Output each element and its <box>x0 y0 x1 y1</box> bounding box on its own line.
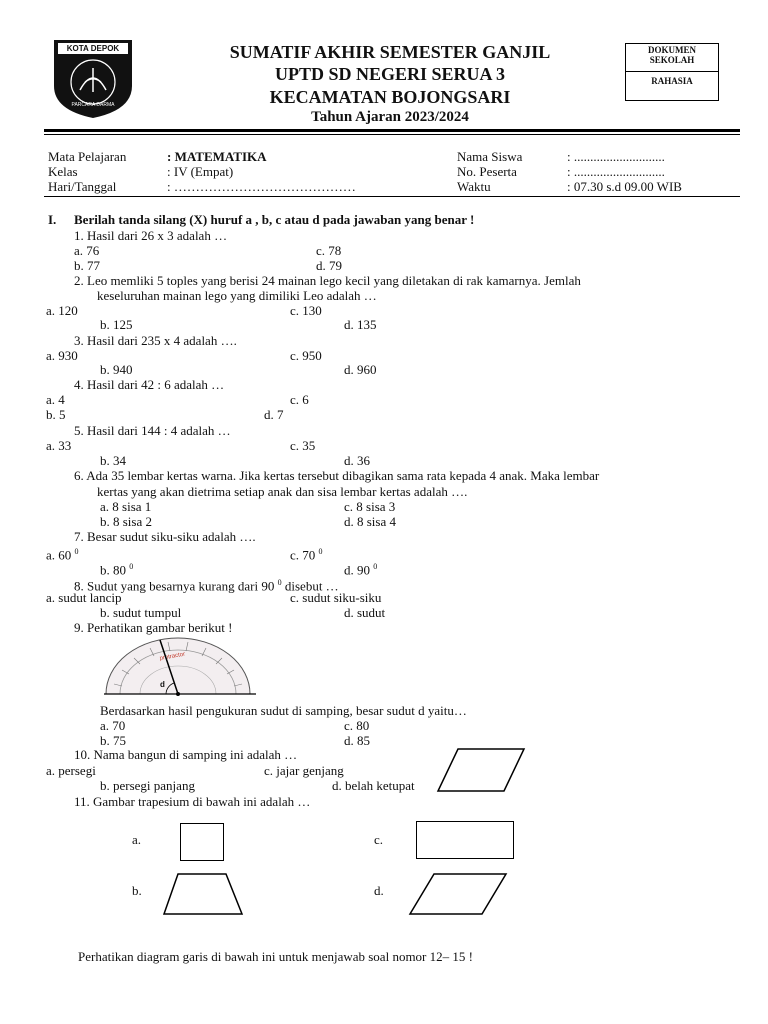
q11-parallelogram-shape <box>408 872 508 916</box>
info-kelas-label: Kelas <box>48 164 78 179</box>
header-title-3: KECAMATAN BOJONGSARI <box>269 87 511 107</box>
question-6-line-2: kertas yang akan dietrima setiap anak dan sisa lembar kertas adalah …. <box>97 484 468 499</box>
q9-option-a: a. 70 <box>100 718 126 733</box>
diagram-instruction: Perhatikan diagram garis di bawah ini untuk menjawab soal nomor 12– 15 ! <box>78 949 473 964</box>
q10-option-b: b. persegi panjang <box>100 778 195 793</box>
question-9-text: Berdasarkan hasil pengukuran sudut di samping, besar sudut d yaitu… <box>100 703 467 718</box>
question-11: 11. Gambar trapesium di bawah ini adalah … <box>74 794 311 809</box>
q9-option-b: b. 75 <box>100 733 126 748</box>
info-nama-label: Nama Siswa <box>457 149 523 164</box>
q11-option-c-label: c. <box>374 832 384 847</box>
info-nama-value: : ............................ <box>567 149 665 164</box>
q10-option-a: a. persegi <box>46 763 96 778</box>
header-divider <box>44 129 740 132</box>
question-4: 4. Hasil dari 42 : 6 adalah … <box>74 377 225 392</box>
q4-option-a: a. 4 <box>46 392 65 407</box>
q7-option-b: b. 80 $^0$ <box>100 562 134 578</box>
protractor-image <box>100 636 256 698</box>
degree-sign: 0 <box>318 547 323 556</box>
q3-option-d: d. 960 <box>344 362 377 377</box>
q8-option-d: d. sudut <box>344 605 386 620</box>
header-divider-thin <box>44 134 740 135</box>
q6-option-d: d. 8 sisa 4 <box>344 514 396 529</box>
header-title-2: UPTD SD NEGERI SERUA 3 <box>274 64 506 84</box>
q10-option-d: d. belah ketupat <box>332 778 415 793</box>
question-7: 7. Besar sudut siku-siku adalah …. <box>74 529 256 544</box>
q7-option-d: d. 90 $^0$ <box>344 562 378 578</box>
q10-option-c: c. jajar genjang <box>264 763 344 778</box>
q11-option-a-label: a. <box>132 832 142 847</box>
section-instruction: Berilah tanda silang (X) huruf a , b, c atau d pada jawaban yang benar ! <box>74 212 475 227</box>
q5-option-a: a. 33 <box>46 438 72 453</box>
question-3: 3. Hasil dari 235 x 4 adalah …. <box>74 333 237 348</box>
question-10: 10. Nama bangun di samping ini adalah … <box>74 747 298 762</box>
degree-sign: 0 <box>74 547 79 556</box>
svg-text:protractor: protractor <box>159 651 186 662</box>
question-9: 9. Perhatikan gambar berikut ! <box>74 620 233 635</box>
info-waktu-value: : 07.30 s.d 09.00 WIB <box>567 179 682 194</box>
info-mapel-value: : MATEMATIKA <box>167 149 267 164</box>
q2-option-d: d. 135 <box>344 317 377 332</box>
q5-option-d: d. 36 <box>344 453 370 468</box>
section-number: I. <box>48 212 57 227</box>
info-divider <box>44 196 740 197</box>
q11-option-d-label: d. <box>374 883 384 898</box>
info-hari-value: : …………………………………… <box>167 179 356 194</box>
logo-top-text: KOTA DEPOK <box>66 44 120 53</box>
q2-option-b: b. 125 <box>100 317 133 332</box>
info-peserta-label: No. Peserta <box>457 164 517 179</box>
question-1: 1. Hasil dari 26 x 3 adalah … <box>74 228 228 243</box>
question-5: 5. Hasil dari 144 : 4 adalah … <box>74 423 231 438</box>
question-2-line-2: keseluruhan mainan lego yang dimiliki Leo adalah … <box>97 288 377 303</box>
degree-sign: 0 <box>373 562 378 571</box>
school-logo <box>52 38 134 120</box>
q8-option-c: c. sudut siku-siku <box>290 590 382 605</box>
q11-trapezoid-shape <box>162 872 244 916</box>
parallelogram-shape <box>436 747 526 793</box>
info-mapel-label: Mata Pelajaran <box>48 149 127 164</box>
q7-option-a: a. 60 $^0$ <box>46 547 79 563</box>
q4-option-b: b. 5 <box>46 407 66 422</box>
q2-option-c: c. 130 <box>290 303 322 318</box>
header-title-1: SUMATIF AKHIR SEMESTER GANJIL <box>229 42 551 62</box>
document-stamp <box>625 43 719 101</box>
q8-option-b: b. sudut tumpul <box>100 605 182 620</box>
q11-rectangle-shape <box>416 821 514 859</box>
info-kelas-value: : IV (Empat) <box>167 164 234 179</box>
q8-option-a: a. sudut lancip <box>46 590 122 605</box>
degree-sign: 0 <box>277 578 282 587</box>
question-2-line-1: 2. Leo memliki 5 toples yang berisi 24 mainan lego kecil yang diletakan di rak kamarnya. Jemlah <box>74 273 581 288</box>
q3-option-a: a. 930 <box>46 348 78 363</box>
q5-option-b: b. 34 <box>100 453 126 468</box>
header-year: Tahun Ajaran 2023/2024 <box>311 109 469 125</box>
q1-option-b: b. 77 <box>74 258 100 273</box>
q11-option-b-label: b. <box>132 883 142 898</box>
q7-option-c: c. 70 $^0$ <box>290 547 323 563</box>
q11-square-shape <box>180 823 224 861</box>
q1-option-a: a. 76 <box>74 243 100 258</box>
q6-option-a: a. 8 sisa 1 <box>100 499 152 514</box>
q3-option-b: b. 940 <box>100 362 133 377</box>
info-hari-label: Hari/Tanggal <box>48 179 117 194</box>
q3-option-c: c. 950 <box>290 348 322 363</box>
info-waktu-label: Waktu <box>457 179 491 194</box>
q2-option-a: a. 120 <box>46 303 78 318</box>
stamp-label-2: SEKOLAH <box>649 55 695 65</box>
q6-option-c: c. 8 sisa 3 <box>344 499 396 514</box>
q1-option-d: d. 79 <box>316 258 342 273</box>
q1-option-c: c. 78 <box>316 243 342 258</box>
stamp-label-1: DOKUMEN <box>648 45 696 55</box>
degree-sign: 0 <box>129 562 134 571</box>
q9-option-d: d. 85 <box>344 733 370 748</box>
logo-motto-text: PARCARA DARMA <box>71 102 115 108</box>
q9-option-c: c. 80 <box>344 718 370 733</box>
q6-option-b: b. 8 sisa 2 <box>100 514 152 529</box>
q4-option-c: c. 6 <box>290 392 309 407</box>
question-8: 8. Sudut yang besarnya kurang dari 90 $^0$ disebut … <box>74 578 339 594</box>
info-peserta-value: : ............................ <box>567 164 665 179</box>
protractor-angle-label: d <box>160 680 165 689</box>
q4-option-d: d. 7 <box>264 407 284 422</box>
question-6-line-1: 6. Ada 35 lembar kertas warna. Jika kertas tersebut dibagikan sama rata kepada 4 anak. Maka lembar <box>74 468 600 483</box>
q5-option-c: c. 35 <box>290 438 316 453</box>
stamp-label-3: RAHASIA <box>651 76 693 86</box>
